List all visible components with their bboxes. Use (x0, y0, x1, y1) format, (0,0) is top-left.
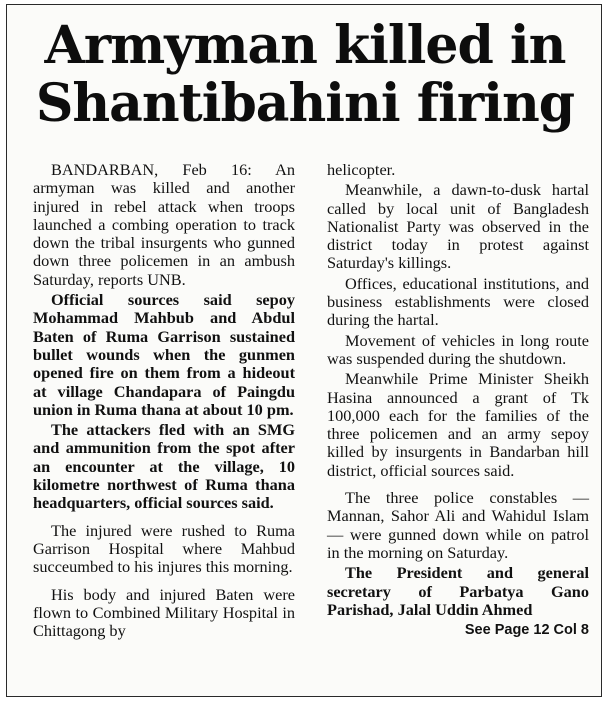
paragraph: BANDARBAN, Feb 16: An armyman was killed and another injured in rebel attack when troops launched a combing operation to track down the tribal insurgents who gunned down three policemen in an ambush Saturday, reports UNB. (33, 160, 295, 289)
paragraph: His body and injured Baten were flown to Combined Military Hospital in Chittagong by (33, 584, 295, 641)
paragraph: Official sources said sepoy Mohammad Mahbub and Abdul Baten of Ruma Garrison sustained bullet wounds when the gunmen opened fire on them from a hideout at village Chandapara of Paingdu union in Ruma thana at about 10 pm. (33, 290, 295, 419)
paragraph: Meanwhile, a dawn-to-dusk hartal called by local unit of Bangladesh Nationalist Party was observed in the district today in protest against Saturday's killings. (327, 180, 589, 273)
paragraph: The injured were rushed to Ruma Garrison Hospital where Mahbud succeumbed to his injures this morning. (33, 520, 295, 577)
paragraph: Meanwhile Prime Minister Sheikh Hasina announced a grant of Tk 100,000 each for the families of the three policemen and an army sepoy killed by insurgents in Bandarban hill district, official sources said. (327, 369, 589, 480)
paragraph: helicopter. (327, 160, 396, 179)
newspaper-clipping (6, 4, 602, 697)
paragraph: Offices, educational institutions, and business establishments were closed during the hartal. (327, 273, 589, 330)
paragraph: The attackers fled with an SMG and ammunition from the spot after an encounter at the village, 10 kilometre northwest of Ruma thana headquarters, official sources said. (33, 420, 295, 513)
continuation-jump-line: See Page 12 Col 8 (464, 622, 589, 639)
headline-line-2: Shantibahini firing (35, 73, 575, 134)
headline-line-1: Armyman killed in (44, 15, 566, 76)
article-column-left (33, 161, 295, 642)
paragraph: Movement of vehicles in long route was suspended during the shutdown. (327, 330, 589, 368)
headline (7, 17, 603, 133)
article-column-right (327, 161, 589, 641)
paragraph: The three police constables — Mannan, Sahor Ali and Wahidul Islam — were gunned down while on patrol in the morning on Saturday. (327, 488, 589, 562)
paragraph: The President and general secretary of Parbatya Gano Parishad, Jalal Uddin Ahmed (327, 563, 589, 619)
